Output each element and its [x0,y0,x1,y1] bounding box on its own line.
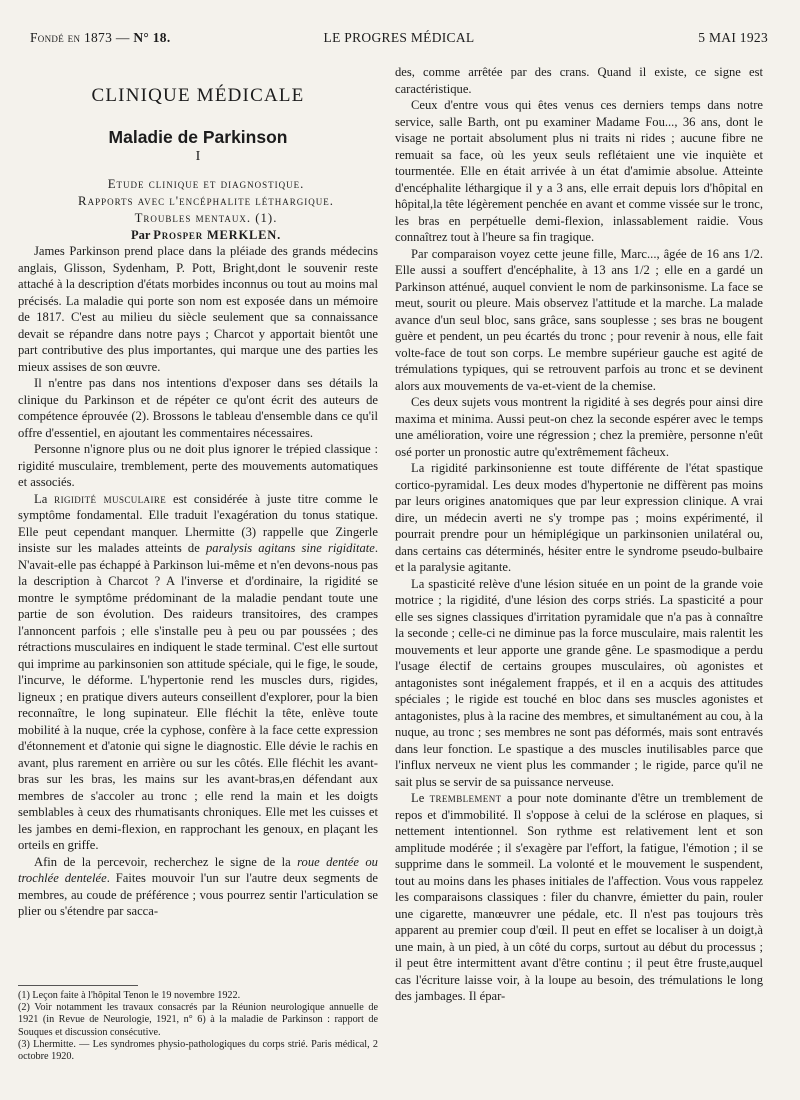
issue-number: N° 18. [133,30,171,45]
term-cogwheel: roue dentée ou trochlée dentelée [18,854,378,885]
subtitle-line-2: Rapports avec l'encéphalite léthargique. [78,193,334,208]
subtitle-line-3: Troubles mentaux. (1). [134,210,278,225]
paragraph: La rigidité parkinsonienne est toute différente de l'état spastique cortico-pyramidal. Les deux modes d'hypertonie ne diffèrent pas moins par leurs origines anatomiques que par leur expression clinique. A vrai dire, un médecin averti ne s'y trompe pas ; moins expérimenté, il pourrait prendre pour un hémiplégique un parkinsonien unilatéral ou, dans certains cas déterminés, hésiter entre le syndrome pseudo-bulbaire et la paralysie agitante. [395,461,763,574]
footnote-rule [18,985,138,986]
term-tremor: tremblement [429,791,502,805]
paragraph: Par comparaison voyez cette jeune fille, Marc..., âgée de 16 ans 1/2. Elle aussi a souffert d'encéphalite, à 13 ans 1/2 ; elle en a gardé un Parkinson atténué, auquel convient le nom de parkinsonisme. La face se meut, sourit ou pleure. Mais observez l'attitude et la marche. La malade avance d'un seul bloc, sans grâce, sans souplesse ; ses bras ne bougent guère et pendent, un peu écartés du tronc ; pour revenir à nous, elle fait volte-face de tout son corps. Le membre supérieur gauche est agité de trémulations typiques, qui se retrouvent parfois au tronc et se devinent alors aux mouvements de va-et-vient de la chemise. [395,246,763,393]
paragraph: Ceux d'entre vous qui êtes venus ces derniers temps dans notre service, salle Barth, ont pu examiner Madame Fou..., 36 ans, dont le visage ne portait absolument plus ni traits ni rides ; aucune fibre ne remuait sa face, où les yeux seuls reflétaient une vie inquiète et tourmentée. Elle en était arrivée à un état d'amimie absolue. Atteinte d'encéphalite léthargique il y a 3 ans, elle errait depuis lors d'hôpital en hôpital,la tête légèrement penchée en avant et comme vissée sur le tronc, les bras en perpétuelle demi-flexion, inlassablement raidie. Vous connaîtrez tout à l'heure sa fin tragique. [395,98,763,244]
term-rigidity: rigidité musculaire [54,491,167,506]
paragraph-cogwheel: Afin de la percevoir, recherchez le signe de la roue dentée ou trochlée dentelée. Faites mouvoir l'un sur l'autre deux segments de membres, au coude de préférence ; vous pourrez sentir l'articulation se plier ou s'étendre par sacca- [18,854,378,918]
issue-date: 5 MAI 1923 [698,30,768,45]
paragraph-rigidity: La rigidité musculaire est considérée à juste titre comme le symptôme fondamental. Elle traduit l'exagération du tonus statique. Elle peut cependant manquer. Lhermitte (3) rappelle que Zingerle insiste sur les malades atteints de paralysis agitans sine rigiditate. N'avait-elle pas échappé à Parkinson lui-même et n'en devons-nous pas la description à Charcot ? A l'inverse et d'ordinaire, la rigidité se montre le symptôme prédominant de la maladie pendant toute une partie de son évolution. Des raideurs transitoires, des crampes l'annoncent parfois ; elle s'installe peu à peu ou par poussées ; des rétractions musculaires en indiquent le stade terminal. C'est elle surtout qui imprime au parkinsonien son attitude spéciale, qui le fige, le soude, l'incurve, le déforme. L'hypertonie rend les muscles durs, rigides, ligneux ; en pratique divers auteurs conseillent d'explorer, pour la bien reconnaître, le long supinateur. Elle fléchit la tête, enlève toute mobilité à la nuque, crée la cyphose, confère à la face cette expression d'étonnement et d'atonie qui signe le diagnostic. Elle dévie le rachis en avant, plus rarement en arrière ou sur les côtés. Elle fléchit les avant-bras sur les bras, les mains sur les avant-bras,en défendant aux membres de s'accoler au tronc ; elle rend la main et les doigts semblables à ceux des rhumatisants chroniques. Elle met les cuisses et les jambes en demi-flexion, en rapprochant les genoux, en plaçant les orteils en griffe. [18,491,378,852]
left-column-body [18,72,378,952]
running-head [30,30,768,48]
footnotes [18,977,378,1063]
paragraph: Il n'entre pas dans nos intentions d'exposer dans ses détails la clinique du Parkinson et de répéter ce qu'ont écrit des auteurs de compétence éprouvée (2). Brossons le tableau d'ensemble dans ce qu'il offre d'essentiel, en ajoutant les commentaires nécessaires. [18,376,378,440]
footnote-1: (1) Leçon faite à l'hôpital Tenon le 19 novembre 1922. [18,990,241,1001]
subtitle-line-1: Etude clinique et diagnostique. [107,176,305,191]
paragraph: Ces deux sujets vous montrent la rigidité à ses degrés pour ainsi dire maxima et minima. Aussi peut-on chez la seconde espérer avec le temps une amélioration, voire une régression ; chez la première, personne n'eût osé porter un pronostic autre qu'extrêmement fâcheux. [395,395,763,459]
left-column [18,72,378,1063]
paragraph-continued: des, comme arrêtée par des crans. Quand il existe, ce signe est caractéristique. [395,65,763,96]
article-title: Maladie de Parkinson [108,126,288,147]
journal-title: LE PROGRES MÉDICAL [323,30,475,45]
article-part-number: I [195,149,201,164]
right-column [395,64,763,1094]
paragraph: James Parkinson prend place dans la pléiade des grands médecins anglais, Glisson, Sydenham, P. Pott, Bright,dont le souvenir reste attaché à la description d'états morbides inconnus ou tout au moins mal précisés. La maladie qui porte son nom est exposée dans un mémoire de 1817. C'est au milieu du siècle seulement que sa connaissance devait se répandre dans notre pays ; Charcot y apportait bientôt une part contributive des plus importantes, qui marque une des parties les mieux assises de son œuvre. [18,244,378,374]
founded-note: Fondé en 1873 — N° 18. [30,30,171,45]
footnote-2: (2) Voir notamment les travaux consacrés par la Réunion neurologique annuelle de 1921 (in Revue de Neurologie, 1921, n° 6) à la maladie de Parkinson : rapport de Souques et discussion consécutive. [18,1002,378,1038]
footnote-3: (3) Lhermitte. — Les syndromes physio-pathologiques du corps strié. Paris médical, 2 octobre 1920. [18,1038,378,1063]
right-column-body [395,64,763,1094]
paragraph: La spasticité relève d'une lésion située en un point de la grande voie motrice ; la rigidité, d'une lésion des corps striés. La spasticité a pour elle ses signes classiques d'irritation pyramidale que n'a pas à connaître la seconde ; celle-ci ne diminue pas la force musculaire, mais ralentit les mouvements et leur apporte une grande gêne. Le spasmodique a perdu l'usage électif de certains groupes musculaires, où agonistes et antagonistes sont inégalement frappés, et il en a acquis des attitudes spéciales ; le rigide est touché en bloc dans ses muscles agonistes et antagonistes, plus à la racine des membres, et simultanément au cou, à la nuque, au tronc ; ses membres ne sont pas déformés, mais sont entravés dans leur fonction. Le spastique a des muscles inutilisables parce que l'influx nerveux ne vient plus les commander ; le rigide, parce qu'il ne sait plus se servir de sa puissance nerveuse. [395,576,763,789]
byline: Par Prosper MERKLEN. [130,227,282,242]
paragraph-tremor: Le tremblement a pour note dominante d'être un tremblement de repos et d'immobilité. Il s'oppose à celui de la sclérose en plaques, si nettement intentionnel. Son rythme est relativement lent et son amplitude modérée ; il s'exagère par l'effort, la fatigue, l'émotion ; il se supprime dans le sommeil. La volonté et le mouvement le suspendent, tout au moins dans les phases initiales de l'affection. Vous vous rappelez les comparaisons classiques : filer du chanvre, émietter du pain, rouler une cigarette, manœuvrer une pédale, etc. Il n'est pas toujours très apparent au premier coup d'œil. Il peut en effet se localiser à un doigt,à une main, à un pied, à un côté du corps, surtout au début du processus ; il peut être intermittent avant d'être continu ; il peut être fruste,auquel cas l'écriture laisse voir, à la loupe au besoin, des trémulations le long des jambages. Il épar- [395,791,763,1003]
latin-term: paralysis agitans sine rigiditate [205,541,375,555]
author-name: Prosper MERKLEN. [153,227,282,242]
paragraph: Personne n'ignore plus ou ne doit plus ignorer le trépied classique : rigidité musculaire, tremblement, perte des mouvements automatiques et associés. [18,442,378,489]
section-title: CLINIQUE MÉDICALE [91,85,305,106]
